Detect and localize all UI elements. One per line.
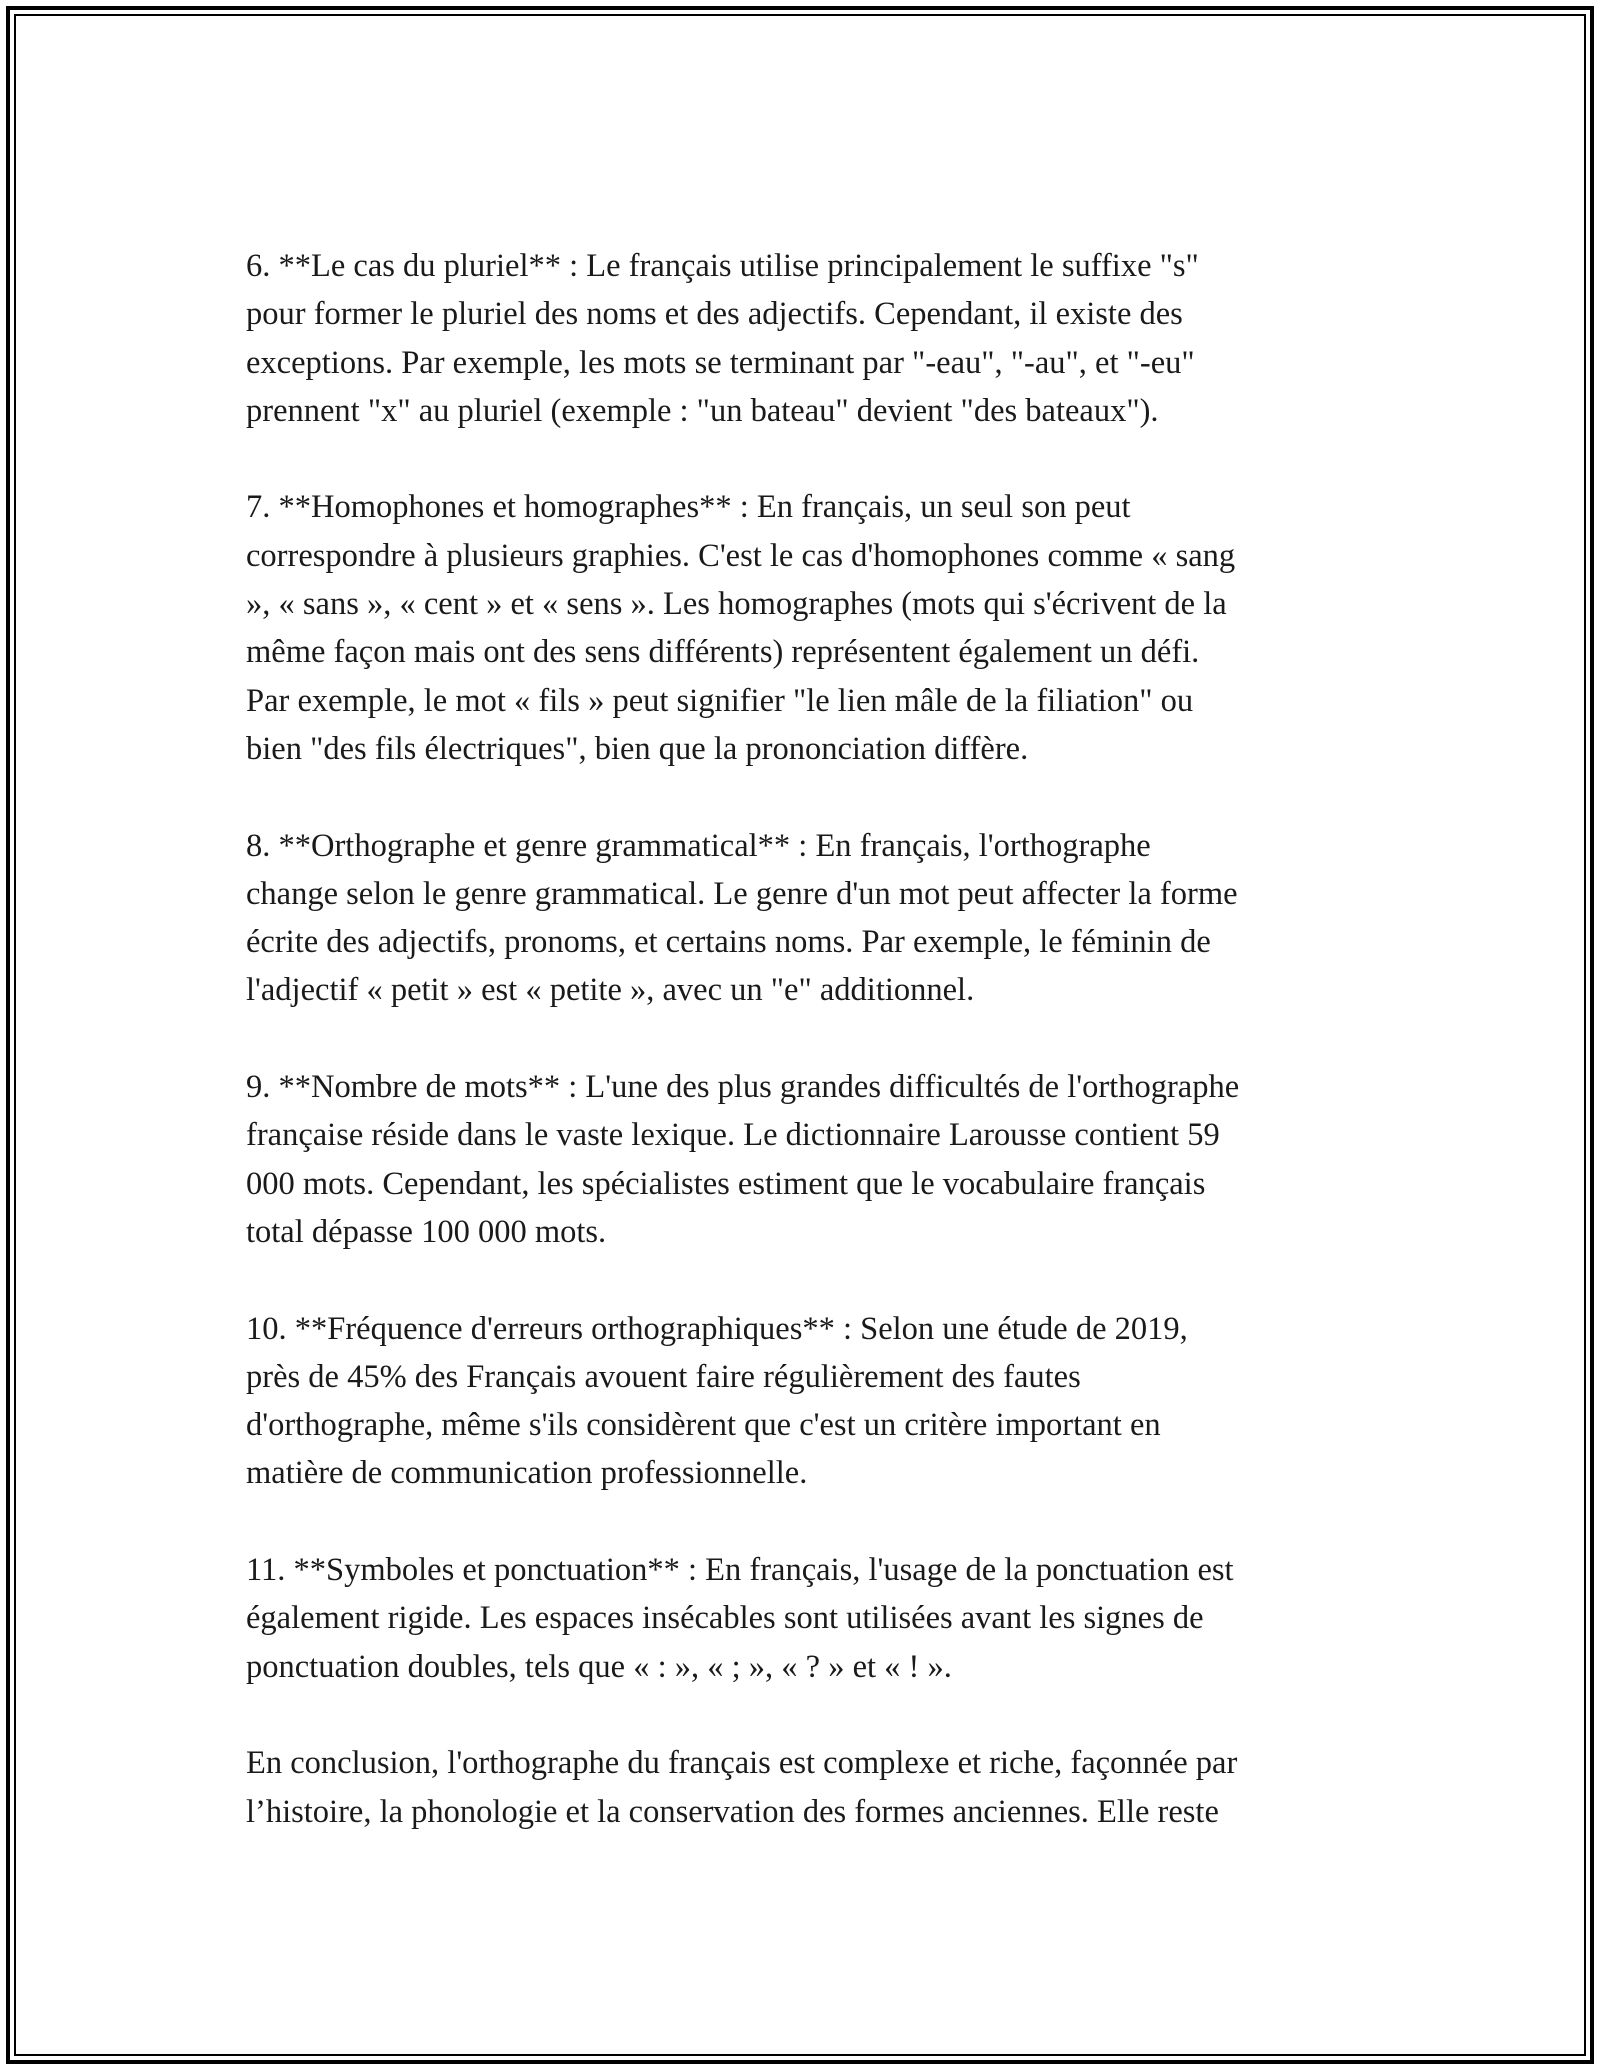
paragraph-word-count: 9. **Nombre de mots** : L'une des plus grandes difficultés de l'orthographe française réside dans le vaste lexique. Le dictionnaire Larousse contient 59 000 mots. Cependant, les spécialistes estiment que le vocabulaire français total dépasse 100 000 mots. bbox=[246, 1069, 1240, 1250]
paragraph-homophones: 7. **Homophones et homographes** : En français, un seul son peut correspondre à plusieurs graphies. C'est le cas d'homophones comme « sang », « sans », « cent » et « sens ». Les homographes (mots qui s'écrivent de la même façon mais ont des sens différents) représentent également un défi. Par exemple, le mot « fils » peut signifier "le lien mâle de la filiation" ou bien "des fils électriques", bien que la prononciation diffère. bbox=[246, 489, 1236, 767]
paragraph-conclusion: En conclusion, l'orthographe du français est complexe et riche, façonnée par l’histoire, la phonologie et la conservation des formes anciennes. Elle reste bbox=[246, 1745, 1238, 1830]
paragraph-plural: 6. **Le cas du pluriel** : Le français utilise principalement le suffixe "s" pour former le pluriel des noms et des adjectifs. Cependant, il existe des exceptions. Par exemple, les mots se terminant par "-eau", "-au", et "-eu" prennent "x" au pluriel (exemple : "un bateau" devient "des bateaux"). bbox=[246, 248, 1199, 429]
document-body bbox=[246, 242, 1376, 1884]
paragraph-grammatical-gender: 8. **Orthographe et genre grammatical** : En français, l'orthographe change selon le genre grammatical. Le genre d'un mot peut affecter la forme écrite des adjectifs, pronoms, et certains noms. Par exemple, le féminin de l'adjectif « petit » est « petite », avec un "e" additionnel. bbox=[246, 827, 1238, 1009]
page-frame bbox=[6, 6, 1594, 2064]
paragraph-punctuation: 11. **Symboles et ponctuation** : En français, l'usage de la ponctuation est également rigide. Les espaces insécables sont utilisées avant les signes de ponctuation doubles, tels que « : », « ; », « ? » et « ! ». bbox=[246, 1552, 1234, 1685]
paragraph-error-frequency: 10. **Fréquence d'erreurs orthographiques** : Selon une étude de 2019, près de 45% des Français avouent faire régulièrement des fautes d'orthographe, même s'ils considèrent que c'est un critère important en matière de communication professionnelle. bbox=[246, 1310, 1188, 1492]
